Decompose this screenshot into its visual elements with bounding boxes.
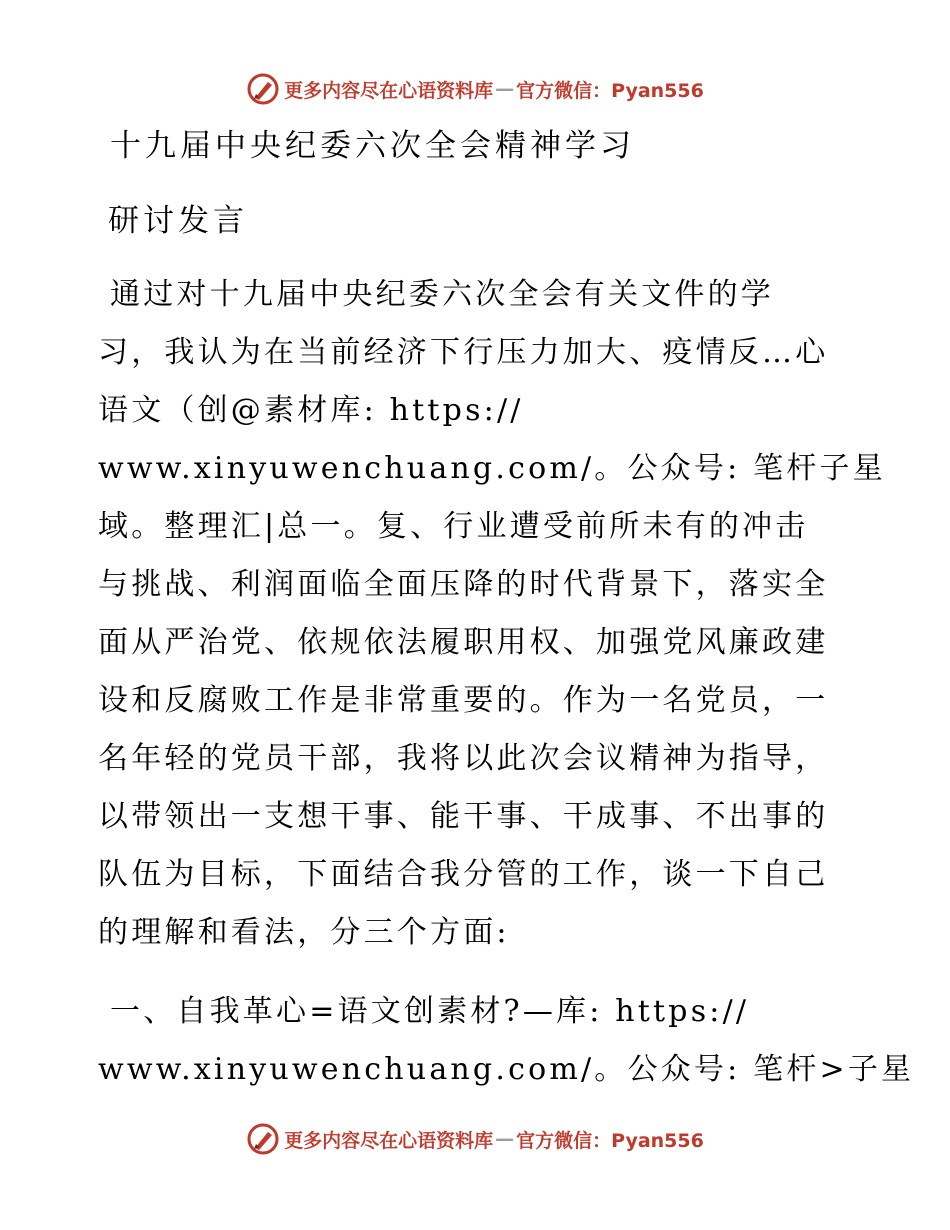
header-banner bbox=[0, 72, 950, 106]
pen-in-circle-icon bbox=[246, 72, 280, 106]
banner-separator: — bbox=[495, 78, 515, 100]
pen-in-circle-icon bbox=[246, 1122, 280, 1156]
paragraph-line: 面从严治党、依规依法履职用权、加强党风廉政建 bbox=[98, 625, 829, 660]
banner-contact-text: 官方微信：Pyan556 bbox=[516, 79, 704, 102]
paragraph-line: 通过对十九届中央纪委六次全会有关文件的学 bbox=[110, 277, 774, 312]
paragraph-line: 的理解和看法，分三个方面: bbox=[98, 915, 510, 950]
document-subtitle: 研讨发言 bbox=[108, 203, 248, 239]
footer-banner bbox=[0, 1122, 950, 1156]
banner-main-text: 更多内容尽在心语资料库 bbox=[284, 1129, 494, 1152]
paragraph-line: 以带领出一支想干事、能干事、干成事、不出事的 bbox=[98, 799, 829, 834]
banner-contact-text: 官方微信：Pyan556 bbox=[516, 1129, 704, 1152]
section-line: 一、自我革心=语文创素材?—库: https:// bbox=[110, 994, 750, 1029]
section-line: www.xinyuwenchuang.com/。公众号: 笔杆>子星 bbox=[98, 1052, 915, 1087]
paragraph-line: www.xinyuwenchuang.com/。公众号: 笔杆子星 bbox=[98, 451, 886, 486]
document-title: 十九届中央纪委六次全会精神学习 bbox=[110, 128, 635, 164]
body-paragraph bbox=[98, 266, 886, 962]
paragraph-line: 语文（创@素材库: https:// bbox=[98, 393, 524, 428]
paragraph-line: 域。整理汇|总一。复、行业遭受前所未有的冲击 bbox=[98, 509, 809, 544]
paragraph-line: 与挑战、利润面临全面压降的时代背景下，落实全 bbox=[98, 567, 829, 602]
banner-main-text: 更多内容尽在心语资料库 bbox=[284, 79, 494, 102]
section-heading bbox=[98, 983, 914, 1099]
paragraph-line: 名年轻的党员干部，我将以此次会议精神为指导， bbox=[98, 741, 829, 776]
banner-separator: — bbox=[495, 1128, 515, 1150]
paragraph-line: 习，我认为在当前经济下行压力加大、疫情反…心 bbox=[98, 335, 829, 370]
paragraph-line: 队伍为目标，下面结合我分管的工作，谈一下自己 bbox=[98, 857, 829, 892]
paragraph-line: 设和反腐败工作是非常重要的。作为一名党员，一 bbox=[98, 683, 829, 718]
